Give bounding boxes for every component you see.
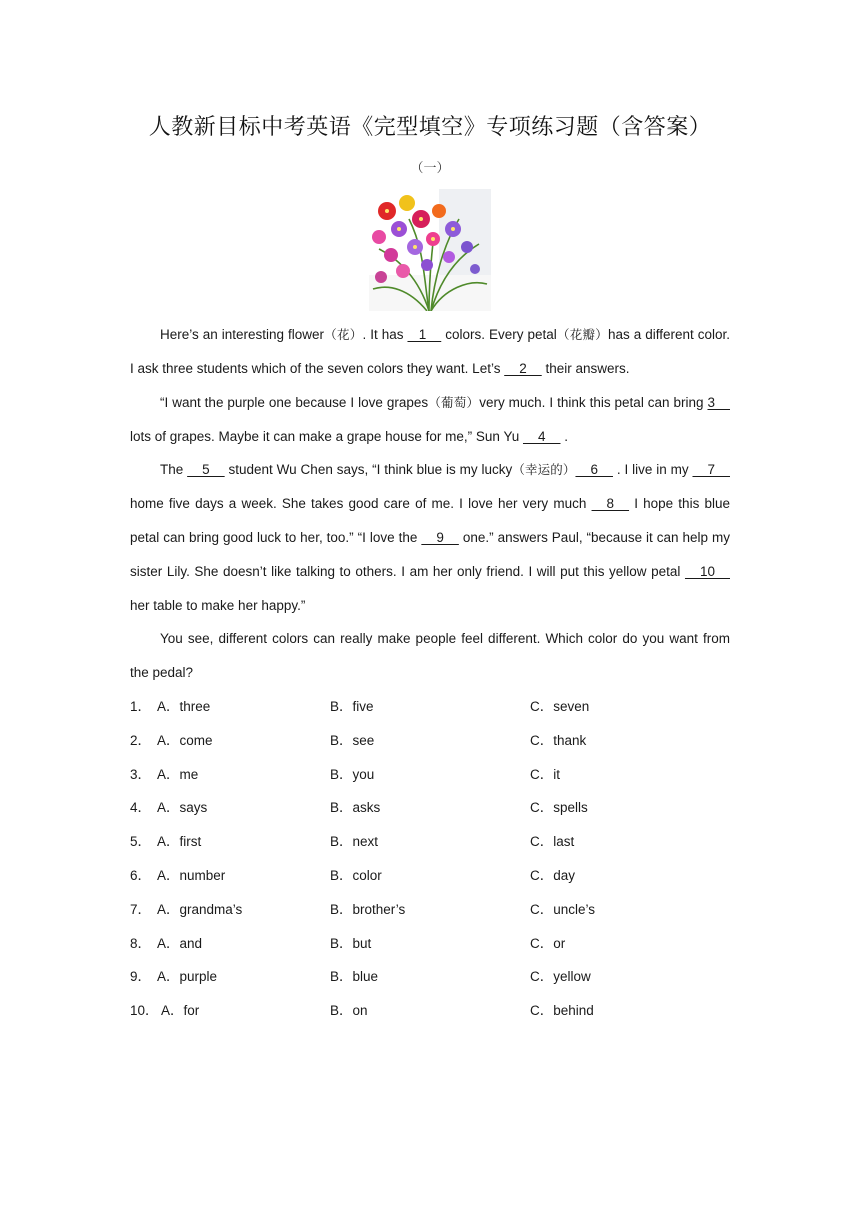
flower-image <box>369 189 491 311</box>
blank-1: 1 <box>407 327 442 342</box>
blank-3: 3 <box>707 395 730 410</box>
blank-8: 8 <box>591 496 630 511</box>
question-options <box>130 690 730 1028</box>
question-row: 4． A．says B．asks C．spells <box>130 800 588 816</box>
question-row: 8． A．and B．but C．or <box>130 935 566 951</box>
question-row: 2． A．come B．see C．thank <box>130 732 587 748</box>
question-row: 1． A．three B．five C．seven <box>130 699 590 714</box>
blank-7: 7 <box>692 462 730 477</box>
question-row: 10． A．for B．on C．behind <box>130 1003 594 1019</box>
blank-2: 2 <box>504 361 542 376</box>
page-title: 人教新目标中考英语《完型填空》专项练习题（含答案） <box>148 115 712 140</box>
paragraph-4: You see, different colors can really make people feel different. Which color do you want from the pedal? <box>130 631 730 680</box>
blank-4: 4 <box>522 429 561 444</box>
section-number: （一） <box>410 161 450 176</box>
blank-9: 9 <box>421 530 459 545</box>
question-row: 3． A．me B．you C．it <box>130 766 560 782</box>
blank-10: 10 <box>684 564 730 579</box>
question-row: 5． A．first B．next C．last <box>130 834 575 850</box>
question-row: 9． A．purple B．blue C．yellow <box>130 969 591 985</box>
paragraph-2: “I want the purple one because I love grapes（葡萄）very much. I think this petal can bring 3 lots of grapes. Maybe it can make a grape house for me,” Sun Yu 4 . <box>130 386 730 454</box>
paragraph-3: The 5 student Wu Chen says, “I think blue is my lucky（幸运的） 6 . I live in my 7 home five days a week. She takes good care of me. I love her very much 8 I hope this blue petal can bring good luck to her, too.” “I love the 9 one.” answers Paul, “because it can help my sister Lily. She doesn’t like talking to others. I am her only friend. I will put this yellow petal 10 her table to make her happy.” <box>130 453 730 623</box>
paragraph-1: Here’s an interesting flower（花）. It has 1 colors. Every petal（花瓣）has a different color. I ask three students which of the seven colors they want. Let’s 2 their answers. <box>130 318 730 386</box>
blank-5: 5 <box>187 462 225 477</box>
question-row: 7． A．grandma’s B．brother’s C．uncle’s <box>130 901 596 917</box>
question-row: 6． A．number B．color C．day <box>130 867 576 883</box>
blank-6: 6 <box>575 462 613 477</box>
